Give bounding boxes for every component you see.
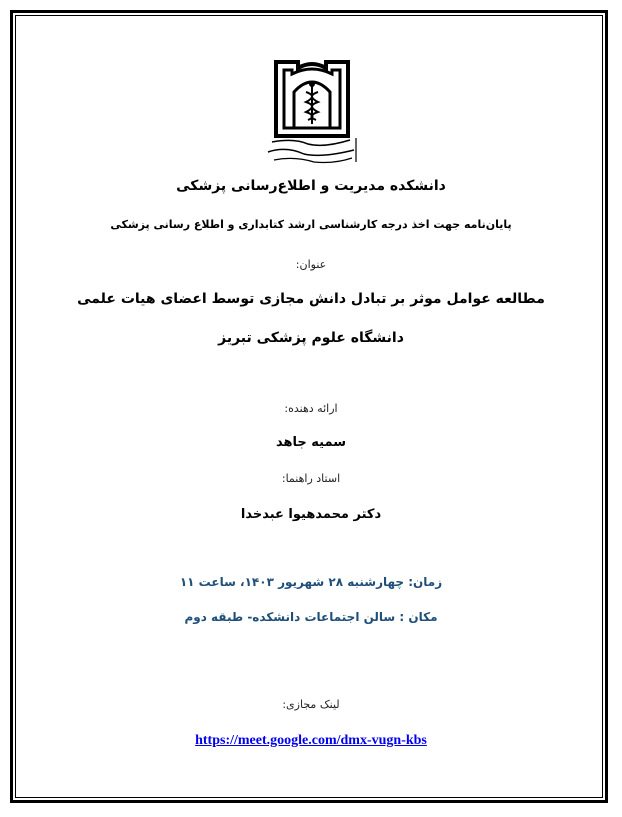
advisor-label: استاد راهنما: [281, 472, 341, 485]
thesis-title-line1: مطالعه عوامل موثر بر تبادل دانش مجازی توسط اعضای هیات علمی [77, 291, 545, 307]
faculty-name: دانشکده مدیریت و اطلاع‌رسانی پزشکی [176, 178, 446, 194]
university-logo [264, 58, 360, 166]
title-label: عنوان: [295, 258, 327, 271]
event-time: زمان: چهارشنبه ۲۸ شهریور ۱۴۰۳، ساعت ۱۱ [179, 575, 443, 589]
advisor-name: دکتر محمدهیوا عبدخدا [240, 507, 382, 522]
online-link-label: لینک مجازی: [282, 698, 340, 711]
thesis-title-line2: دانشگاه علوم پزشکی تبریز [218, 330, 404, 346]
degree-line: پایان‌نامه جهت اخذ درجه کارشناسی ارشد کتابداری و اطلاع رسانی پزشکی [110, 218, 512, 231]
meeting-link[interactable]: https://meet.google.com/dmx-vugn-kbs [195, 733, 427, 748]
presenter-label: ارائه دهنده: [284, 402, 338, 415]
event-place: مکان : سالن اجتماعات دانشکده- طبقه دوم [184, 610, 438, 624]
presenter-name: سمیه جاهد [276, 435, 346, 450]
